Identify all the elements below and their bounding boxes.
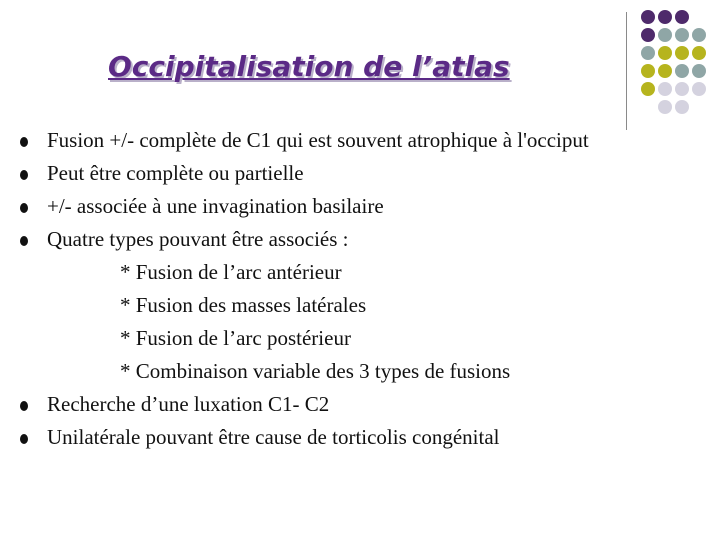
bullet-list xyxy=(20,124,710,454)
decorative-dot xyxy=(658,82,672,96)
sub-list-item-text: * Fusion des masses latérales xyxy=(120,293,367,317)
decorative-dot xyxy=(658,64,672,78)
bullet-icon xyxy=(20,137,28,147)
bullet-icon xyxy=(20,434,28,444)
decorative-dot xyxy=(641,46,655,60)
list-item-text: Fusion +/- complète de C1 qui est souvent atrophique à l'occiput xyxy=(47,128,589,152)
bullet-icon xyxy=(20,170,28,180)
list-item-text: Peut être complète ou partielle xyxy=(47,161,304,185)
sub-list-item xyxy=(20,256,710,289)
sub-list-item xyxy=(20,289,710,322)
bullet-icon xyxy=(20,203,28,213)
decorative-dot xyxy=(658,28,672,42)
decorative-dot xyxy=(641,28,655,42)
decorative-dot xyxy=(692,28,706,42)
decorative-dot xyxy=(675,100,689,114)
decorative-dot xyxy=(658,10,672,24)
list-item xyxy=(20,421,710,454)
sub-list-item xyxy=(20,355,710,388)
sub-list-item xyxy=(20,322,710,355)
decorative-vertical-line xyxy=(626,12,627,130)
bullet-icon xyxy=(20,401,28,411)
decorative-dot xyxy=(641,10,655,24)
list-item xyxy=(20,124,710,157)
list-item xyxy=(20,157,710,190)
decorative-dot xyxy=(675,10,689,24)
decorative-dot xyxy=(641,82,655,96)
list-item xyxy=(20,190,710,223)
sub-list-item-text: * Fusion de l’arc antérieur xyxy=(120,260,342,284)
decorative-dot xyxy=(658,46,672,60)
sub-list-item-text: * Combinaison variable des 3 types de fusions xyxy=(120,359,511,383)
decorative-dot xyxy=(675,82,689,96)
decorative-dot xyxy=(675,46,689,60)
list-item xyxy=(20,388,710,421)
list-item-text: Unilatérale pouvant être cause de torticolis congénital xyxy=(47,425,500,449)
list-item xyxy=(20,223,710,256)
decorative-dot xyxy=(675,28,689,42)
list-item-text: Recherche d’une luxation C1- C2 xyxy=(47,392,330,416)
decorative-dot xyxy=(692,64,706,78)
list-item-text: Quatre types pouvant être associés : xyxy=(47,227,349,251)
sub-list-item-text: * Fusion de l’arc postérieur xyxy=(120,326,351,350)
bullet-icon xyxy=(20,236,28,246)
decorative-dot xyxy=(658,100,672,114)
slide-title: Occipitalisation de l’atlas xyxy=(108,50,510,83)
decorative-dot xyxy=(675,64,689,78)
decorative-dot xyxy=(641,64,655,78)
decorative-dot xyxy=(692,82,706,96)
decorative-dot xyxy=(692,46,706,60)
list-item-text: +/- associée à une invagination basilaire xyxy=(47,194,384,218)
